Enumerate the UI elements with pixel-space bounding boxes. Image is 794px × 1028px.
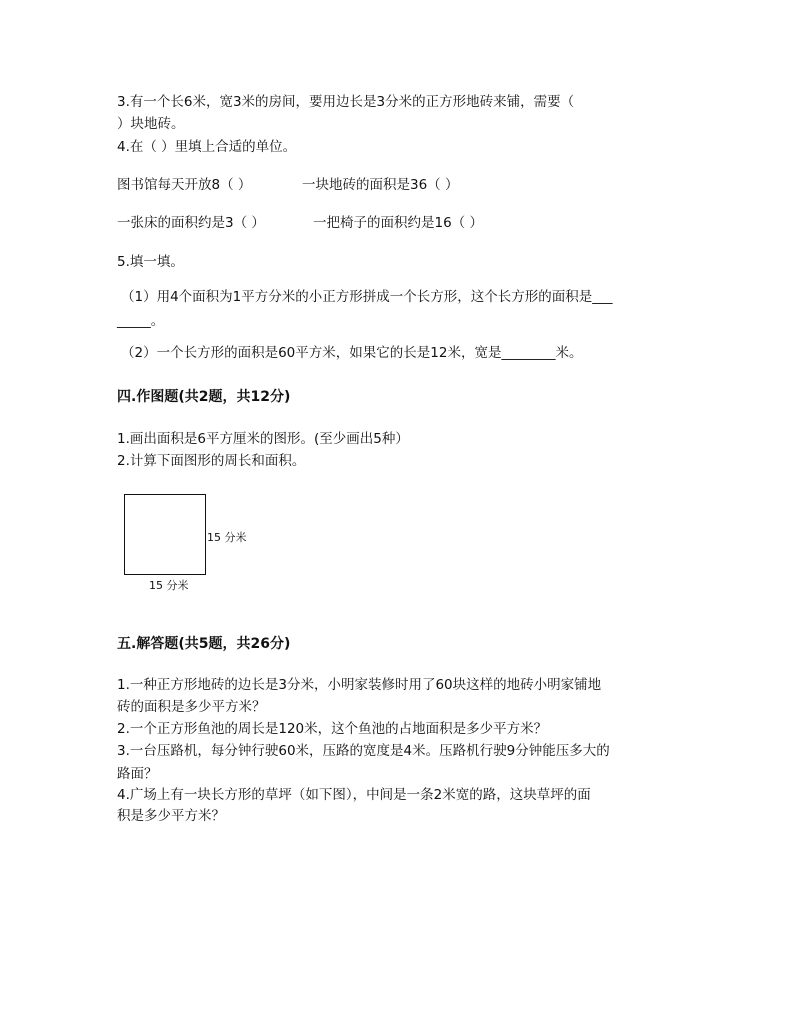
part5-q1-line2: 砖的面积是多少平方米？ <box>117 699 266 715</box>
part5-q4-line2: 积是多少平方米？ <box>117 808 225 824</box>
q5-1-line1: （1）用4个面积为1平方分米的小正方形拼成一个长方形，这个长方形的面积是___ <box>121 289 613 305</box>
q4-item-b: 一块地砖的面积是36（ ） <box>302 177 459 193</box>
part5-q2: 2.一个正方形鱼池的周长是120米，这个鱼池的占地面积是多少平方米？ <box>117 721 548 737</box>
square-bottom-label: 15 分米 <box>149 579 189 592</box>
q4-item-a: 图书馆每天开放8（ ） <box>117 177 252 193</box>
square-figure <box>124 494 206 575</box>
part5-q3-line1: 3.一台压路机，每分钟行驶60米，压路的宽度是4米。压路机行驶9分钟能压多大的 <box>117 743 610 759</box>
q5-1-line2: _____。 <box>117 313 165 329</box>
part5-q4-line1: 4.广场上有一块长方形的草坪（如下图），中间是一条2米宽的路，这块草坪的面 <box>117 787 591 803</box>
q5-line: 5.填一填。 <box>117 254 184 270</box>
part4-q1: 1.画出面积是6平方厘米的图形。(至少画出5种） <box>117 431 409 447</box>
part5-q1-line1: 1.一种正方形地砖的边长是3分米，小明家装修时用了60块这样的地砖小明家铺地 <box>117 677 602 693</box>
q4-line: 4.在（ ）里填上合适的单位。 <box>117 139 297 155</box>
q4-item-d: 一把椅子的面积约是16（ ） <box>313 215 483 231</box>
section-4-heading: 四.作图题(共2题，共12分) <box>117 389 291 405</box>
part4-q2: 2.计算下面图形的周长和面积。 <box>117 453 306 469</box>
q3-line2: ）块地砖。 <box>117 116 185 132</box>
q3-line1: 3.有一个长6米，宽3米的房间，要用边长是3分米的正方形地砖来铺，需要（ <box>117 94 575 110</box>
part5-q3-line2: 路面？ <box>117 766 158 782</box>
q4-item-c: 一张床的面积约是3（ ） <box>117 215 265 231</box>
square-side-label: 15 分米 <box>207 531 247 544</box>
section-5-heading: 五.解答题(共5题，共26分) <box>117 636 291 652</box>
q5-2-line: （2）一个长方形的面积是60平方米，如果它的长是12米，宽是________米。 <box>121 345 583 361</box>
